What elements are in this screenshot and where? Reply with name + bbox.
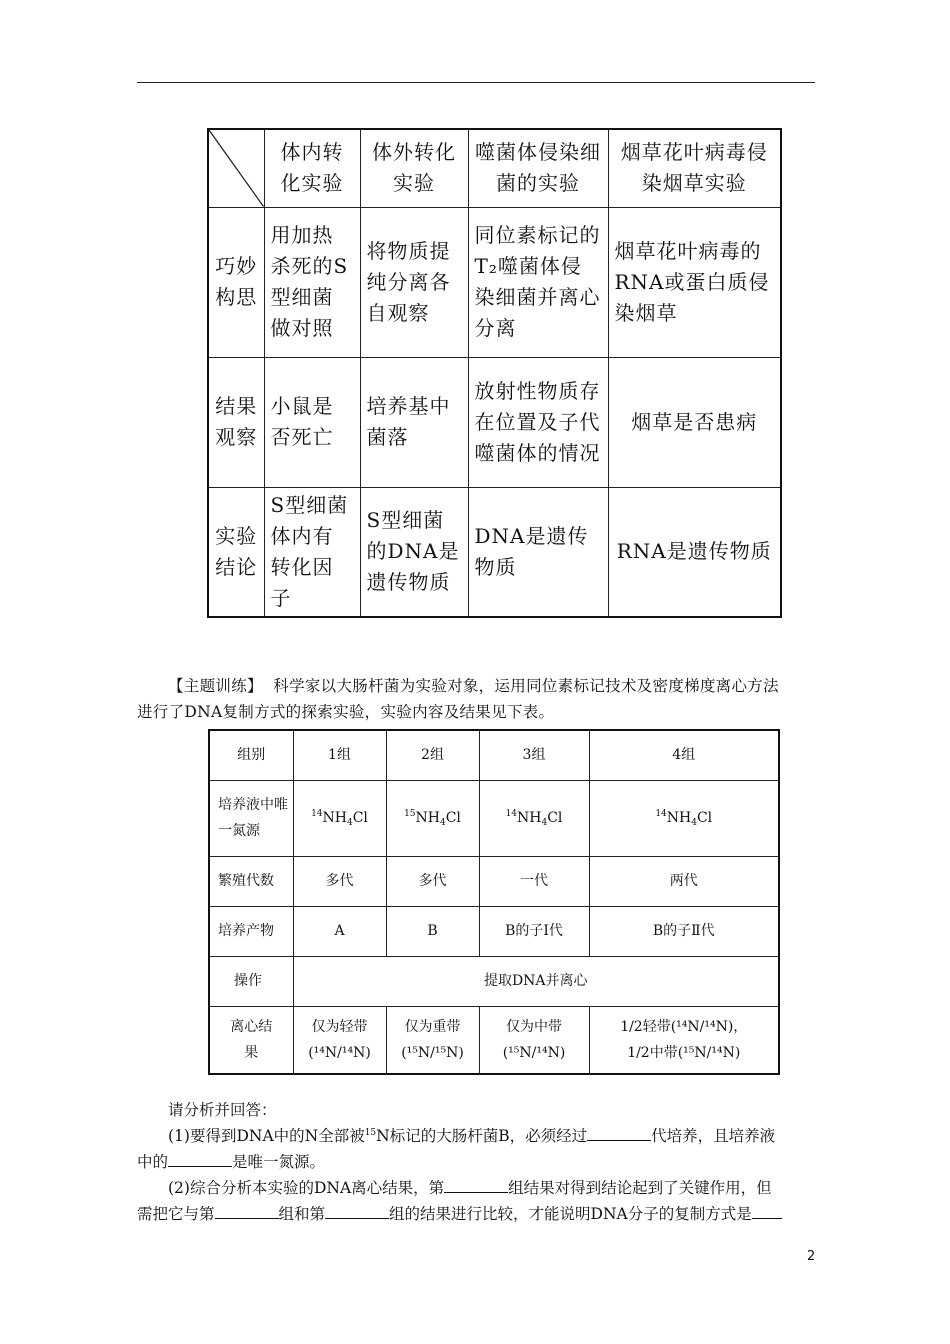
table-row	[209, 856, 779, 906]
q-text: 中的	[137, 1153, 169, 1171]
formula-sub: 4	[346, 818, 353, 828]
table-row	[209, 1006, 779, 1074]
col-header: 体外转化实验	[360, 129, 468, 207]
question-1-line-2	[137, 1149, 325, 1175]
formula-cell	[589, 780, 779, 856]
q-text: N标记的大肠杆菌B，必须经过	[376, 1127, 588, 1145]
formula-cell	[293, 780, 386, 856]
diagonal-corner-cell	[208, 129, 264, 207]
formula-sub: 4	[691, 818, 697, 828]
answer-blank[interactable]	[587, 1126, 651, 1141]
table-cell: RNA是遗传物质	[608, 487, 781, 617]
table-row	[208, 207, 781, 357]
q-text: 组和第	[278, 1205, 326, 1223]
result-line: 1/2中带(¹⁵N/¹⁴N)	[627, 1044, 741, 1061]
header-cell: 3组	[479, 730, 589, 780]
table-cell: B的子Ⅰ代	[479, 906, 589, 956]
dna-replication-table	[208, 729, 780, 1075]
header-cell: 4组	[589, 730, 779, 780]
formula-text: Cl	[547, 810, 563, 826]
formula-text: NH	[415, 810, 440, 826]
row-label: 实验结论	[208, 487, 264, 617]
row-label: 结果观察	[208, 357, 264, 487]
formula-cell	[479, 780, 589, 856]
table-row	[209, 780, 779, 856]
table-row	[209, 956, 779, 1006]
header-cell: 1组	[293, 730, 386, 780]
result-line: (¹⁴N/¹⁴N)	[308, 1044, 371, 1061]
page-number: 2	[807, 1249, 816, 1264]
table-cell: A	[293, 906, 386, 956]
header-cell: 组别	[209, 730, 293, 780]
table-cell: B的子Ⅱ代	[589, 906, 779, 956]
result-cell	[589, 1006, 779, 1074]
col-header: 烟草花叶病毒侵染烟草实验	[608, 129, 781, 207]
q-text: 组的结果进行比较，才能说明DNA分子的复制方式是	[389, 1205, 752, 1223]
q-text: 组结果对得到结论起到了关键作用，但	[508, 1179, 772, 1197]
table-cell: 提取DNA并离心	[293, 956, 779, 1006]
header-rule	[137, 82, 815, 83]
question-2-line-1	[168, 1175, 772, 1201]
row-label: 培养产物	[209, 906, 293, 956]
formula-cell	[386, 780, 479, 856]
table-cell: 放射性物质存在位置及子代噬菌体的情况	[468, 357, 608, 487]
col-header: 体内转化实验	[264, 129, 360, 207]
result-line: 仅为重带	[404, 1018, 461, 1035]
table-row	[208, 487, 781, 617]
q-text: 是唯一氮源。	[232, 1153, 326, 1171]
result-line: (¹⁵N/¹⁴N)	[502, 1044, 566, 1061]
table-row	[209, 730, 779, 780]
result-line: 1/2轻带(¹⁴N/¹⁴N)，	[620, 1018, 748, 1035]
answer-blank[interactable]	[444, 1178, 508, 1193]
question-prompt: 请分析并回答：	[168, 1101, 277, 1119]
row-label	[209, 1006, 293, 1074]
intro-line-2: 进行了DNA复制方式的探索实验，实验内容及结果见下表。	[137, 703, 555, 721]
header-cell: 2组	[386, 730, 479, 780]
table-cell: 小鼠是否死亡	[264, 357, 360, 487]
table-cell: 两代	[589, 856, 779, 906]
result-line: 仅为轻带	[311, 1018, 368, 1035]
question-1-line-1	[168, 1123, 775, 1149]
intro-line-1	[168, 673, 779, 699]
result-cell	[386, 1006, 479, 1074]
intro-text: 科学家以大肠杆菌为实验对象，运用同位素标记技术及密度梯度离心方法	[273, 677, 779, 695]
col-header: 噬菌体侵染细菌的实验	[468, 129, 608, 207]
isotope-sup: 14	[505, 809, 518, 819]
answer-blank[interactable]	[215, 1204, 279, 1219]
isotope-sup: 14	[311, 809, 323, 819]
table-cell: 烟草是否患病	[608, 357, 781, 487]
formula-text: NH	[322, 810, 347, 826]
table-cell: 用加热杀死的S型细菌做对照	[264, 207, 360, 357]
formula-text: NH	[517, 810, 542, 826]
q-text: 代培养，且培养液	[651, 1127, 776, 1145]
table-row	[209, 906, 779, 956]
table-cell: 烟草花叶病毒的RNA或蛋白质侵染烟草	[608, 207, 781, 357]
q-text: (2)综合分析本实验的DNA离心结果，第	[168, 1179, 445, 1197]
question-2-line-2	[137, 1201, 782, 1227]
table-cell: DNA是遗传物质	[468, 487, 608, 617]
row-label: 操作	[209, 956, 293, 1006]
answer-blank[interactable]	[325, 1204, 389, 1219]
q-text: (1)要得到DNA中的N全部被	[168, 1127, 365, 1145]
result-cell	[479, 1006, 589, 1074]
row-label: 培养液中唯一氮源	[209, 780, 293, 856]
q-text: 需把它与第	[137, 1205, 215, 1223]
result-line: (¹⁵N/¹⁵N)	[401, 1044, 464, 1061]
experiment-comparison-table	[207, 128, 782, 618]
table-cell: S型细菌体内有转化因子	[264, 487, 360, 617]
row-label: 繁殖代数	[209, 856, 293, 906]
table-cell: 同位素标记的T₂噬菌体侵染细菌并离心分离	[468, 207, 608, 357]
answer-blank[interactable]	[168, 1152, 232, 1167]
table-row	[208, 357, 781, 487]
table-cell: 一代	[479, 856, 589, 906]
formula-text: Cl	[352, 810, 368, 826]
table-row	[208, 129, 781, 207]
isotope-sup: 15	[404, 809, 416, 819]
formula-sub: 4	[439, 818, 446, 828]
formula-text: NH	[666, 810, 692, 826]
table-cell: S型细菌的DNA是遗传物质	[360, 487, 468, 617]
result-cell	[293, 1006, 386, 1074]
formula-text: Cl	[445, 810, 461, 826]
formula-sub: 4	[541, 818, 548, 828]
row-label: 巧妙构思	[208, 207, 264, 357]
table-cell: B	[386, 906, 479, 956]
isotope-sup: 15	[364, 1128, 377, 1138]
answer-blank[interactable]	[752, 1204, 782, 1219]
formula-text: Cl	[696, 810, 713, 826]
isotope-sup: 14	[655, 809, 667, 819]
section-tag: 【主题训练】	[168, 677, 263, 695]
result-line: 仅为中带	[506, 1018, 562, 1035]
table-cell: 将物质提纯分离各自观察	[360, 207, 468, 357]
table-cell: 多代	[386, 856, 479, 906]
diagonal-line	[209, 130, 264, 207]
table-cell: 多代	[293, 856, 386, 906]
table-cell: 培养基中菌落	[360, 357, 468, 487]
row-label-text: 离心结果	[230, 1018, 273, 1061]
